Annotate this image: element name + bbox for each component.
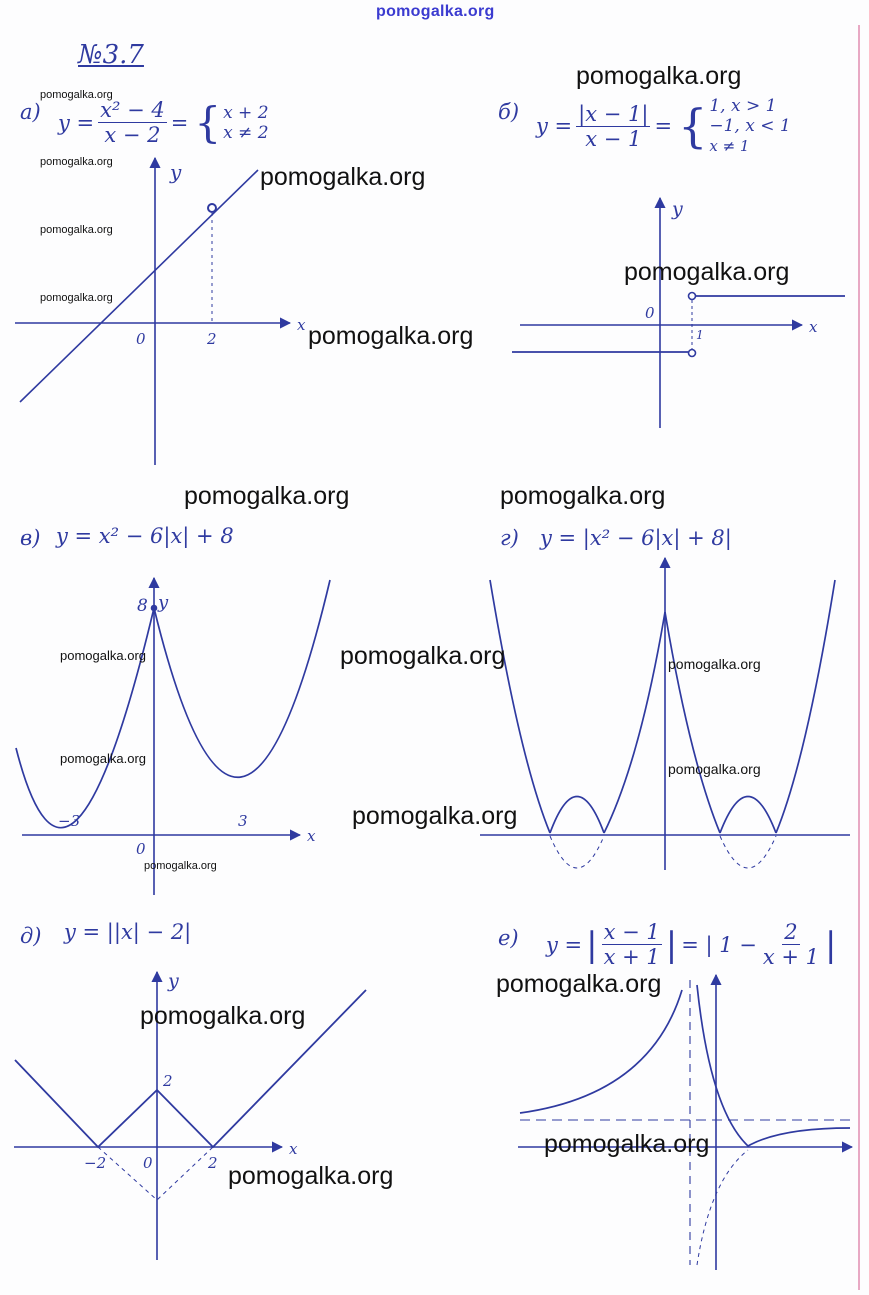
- part-v-equation: y = x² − 6|x| + 8: [56, 524, 234, 548]
- part-g-label: г): [500, 526, 519, 550]
- part-b-brace: {: [678, 99, 708, 153]
- watermark: pomogalka.org: [576, 62, 742, 90]
- watermark: pomogalka.org: [260, 163, 426, 191]
- watermark: pomogalka.org: [40, 224, 113, 236]
- watermark: pomogalka.org: [308, 322, 474, 350]
- graph-a-line: [20, 170, 258, 402]
- part-e-mid: = | 1 −: [681, 932, 757, 957]
- graph-a-x-label: x: [297, 316, 306, 334]
- graph-a-tick-2: 2: [207, 330, 217, 348]
- graph-v-tick-3: 3: [238, 812, 248, 830]
- graph-b-hole-bottom: [689, 350, 696, 357]
- watermark: pomogalka.org: [40, 89, 113, 101]
- graph-v: [16, 578, 330, 895]
- graph-v-x-label: x: [307, 827, 316, 845]
- graph-v-tick-8: 8: [137, 596, 148, 616]
- graph-v-origin: 0: [136, 840, 146, 858]
- graph-g-far-right: [776, 580, 835, 833]
- graph-b: [512, 198, 845, 428]
- part-b-numerator: |x − 1|: [578, 101, 649, 126]
- graph-b-hole-top: [689, 293, 696, 300]
- part-e-bar-right: |: [825, 924, 837, 965]
- graph-b-y-label: y: [672, 198, 683, 220]
- part-a-numerator: x² − 4: [100, 98, 165, 122]
- graph-d-tick-2y: 2: [163, 1072, 173, 1090]
- part-e-label: е): [498, 926, 519, 950]
- watermark: pomogalka.org: [500, 482, 666, 510]
- graph-b-tick-1: 1: [696, 328, 704, 342]
- graph-g-left-hump: [550, 797, 604, 834]
- part-e-bar-mid: |: [665, 924, 678, 965]
- graph-g-left-dashed: [550, 836, 604, 868]
- graph-v-right-branch: [154, 580, 330, 777]
- part-b-equals: =: [654, 114, 673, 138]
- graph-d-tick-2: 2: [208, 1154, 218, 1172]
- watermark: pomogalka.org: [624, 258, 790, 286]
- graph-a-hole: [208, 204, 216, 212]
- part-e-bar-left: |: [586, 924, 598, 965]
- part-b-case2: −1, x < 1: [709, 116, 791, 136]
- watermark: pomogalka.org: [140, 1002, 306, 1030]
- part-d-label: д): [20, 924, 42, 948]
- graph-e-left-branch: [520, 990, 682, 1113]
- part-b-lhs: y =: [536, 114, 573, 138]
- part-d-equation: y = ||x| − 2|: [64, 920, 192, 944]
- problem-number: №3.7: [78, 40, 144, 70]
- watermark: pomogalka.org: [668, 761, 761, 777]
- watermark: pomogalka.org: [144, 860, 217, 872]
- graph-b-x-label: x: [809, 318, 818, 336]
- graph-g: [480, 558, 850, 870]
- watermark: pomogalka.org: [184, 482, 350, 510]
- graph-e-right-branch: [697, 985, 850, 1146]
- part-v-label: в): [20, 526, 41, 550]
- part-a-denominator: x − 2: [104, 123, 161, 147]
- graph-g-left-inner: [604, 612, 665, 833]
- graph-g-right-dashed: [720, 836, 776, 868]
- graph-d-origin: 0: [143, 1154, 153, 1172]
- graph-v-y-label: y: [158, 592, 169, 613]
- watermark: pomogalka.org: [40, 156, 113, 168]
- graph-g-right-inner: [665, 612, 720, 833]
- graph-d-tick-neg2: −2: [84, 1154, 107, 1172]
- part-a-case1: x + 2: [223, 102, 269, 123]
- graph-v-tick-neg3: −3: [58, 812, 81, 830]
- graph-v-vertex-point: [152, 606, 157, 611]
- part-e-lhs: y =: [546, 932, 583, 957]
- part-a-equals: =: [170, 110, 189, 135]
- watermark: pomogalka.org: [352, 802, 518, 830]
- part-a-brace: {: [194, 98, 222, 147]
- part-e-numerator1: x − 1: [603, 920, 660, 944]
- graph-d-x-label: x: [289, 1140, 298, 1158]
- graph-d-y-label: y: [168, 970, 179, 992]
- watermark: pomogalka.org: [228, 1162, 394, 1190]
- part-g-equation: y = |x² − 6|x| + 8|: [540, 526, 732, 550]
- watermark: pomogalka.org: [340, 642, 506, 670]
- graph-d-dashed: [98, 1147, 213, 1200]
- watermark: pomogalka.org: [60, 751, 146, 766]
- graph-g-right-hump: [720, 797, 776, 834]
- graph-a: [15, 158, 290, 465]
- part-a-case2: x ≠ 2: [223, 122, 269, 143]
- part-a-label: а): [20, 100, 41, 124]
- graph-e-dashed-branch: [697, 1150, 748, 1265]
- graph-v-left-branch: [16, 608, 154, 828]
- graph-a-y-label: y: [170, 160, 182, 184]
- graph-b-origin: 0: [645, 304, 655, 322]
- part-b-case1: 1, x > 1: [709, 96, 777, 116]
- site-header[interactable]: pomogalka.org: [376, 3, 495, 20]
- watermark: pomogalka.org: [668, 656, 761, 672]
- watermark: pomogalka.org: [544, 1130, 710, 1158]
- graph-e: [518, 975, 852, 1270]
- graph-g-far-left: [490, 580, 550, 833]
- graph-a-origin: 0: [136, 330, 146, 348]
- watermark: pomogalka.org: [496, 970, 662, 998]
- part-e-denominator2: x + 1: [762, 945, 820, 969]
- part-b-case3: x ≠ 1: [709, 137, 750, 155]
- part-e-numerator2: 2: [784, 920, 798, 944]
- watermark: pomogalka.org: [60, 648, 146, 663]
- part-e-denominator1: x + 1: [603, 945, 660, 969]
- part-b-denominator: x − 1: [585, 126, 642, 151]
- watermark: pomogalka.org: [40, 292, 113, 304]
- part-b-label: б): [498, 100, 520, 124]
- part-a-lhs: y =: [58, 110, 95, 135]
